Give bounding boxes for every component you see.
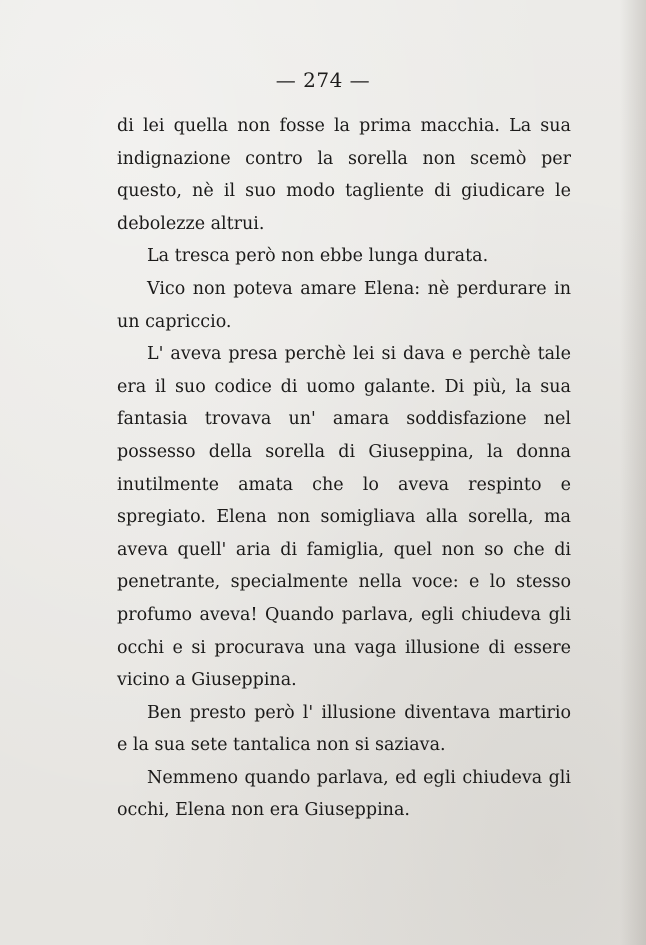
paragraph-2: La tresca però non ebbe lunga durata. bbox=[147, 246, 489, 267]
paragraph-3: Vico non poteva amare Elena: nè perdurare in un capriccio. bbox=[117, 278, 571, 332]
paragraph-4: L' aveva presa perchè lei si dava e perchè tale era il suo codice di uomo galante. Di più, la sua fantasia trovava un' amara soddisfazione nel possesso della sorella di Giuseppina, la donna inutilmente amata che lo aveva respinto e spregiato. Elena non somigliava alla sorella, ma aveva quell' aria di famiglia, quel non so che di penetrante, specialmente nella voce: e lo stesso profumo aveva! Quando parlava, egli chiudeva gli occhi e si procurava una vaga illusione di essere vicino a Giuseppina. bbox=[117, 344, 571, 691]
paragraph-5: Ben presto però l' illusione diventava martirio e la sua sete tantalica non si saziava. bbox=[117, 702, 571, 756]
paragraph-1: di lei quella non fosse la prima macchia. La sua indignazione contro la sorella non scemò per questo, nè il suo modo tagliente di giudicare le debolezze altrui. bbox=[117, 116, 571, 234]
page-edge-shadow bbox=[620, 0, 646, 945]
body-text bbox=[117, 110, 571, 827]
page-number: — 274 — bbox=[275, 68, 371, 92]
paragraph-6: Nemmeno quando parlava, ed egli chiudeva gli occhi, Elena non era Giuseppina. bbox=[117, 767, 571, 821]
